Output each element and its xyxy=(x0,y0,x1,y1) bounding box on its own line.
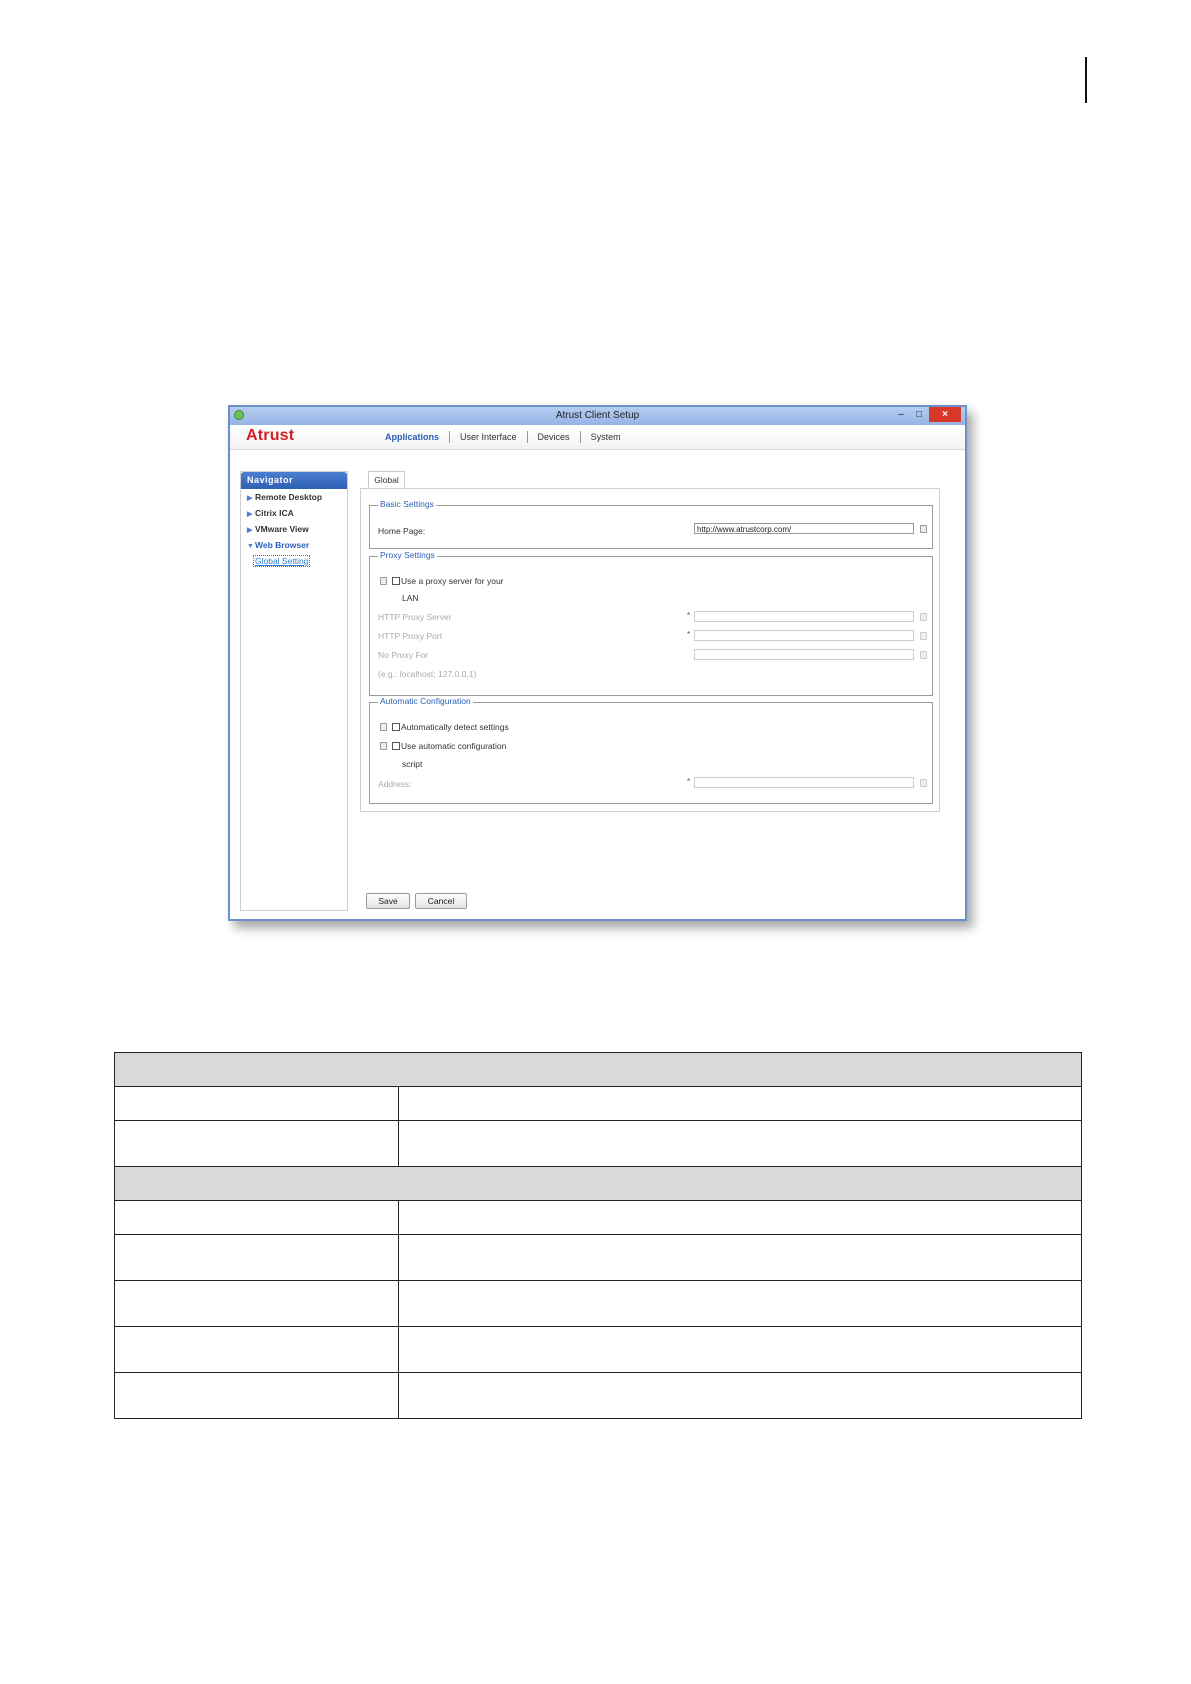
auto-detect-checkbox[interactable] xyxy=(392,723,400,731)
automatic-configuration-legend: Automatic Configuration xyxy=(380,696,471,706)
nav-item-web-browser[interactable] xyxy=(241,537,347,553)
table-cell xyxy=(399,1327,1082,1373)
save-button[interactable]: Save xyxy=(366,893,410,909)
http-proxy-port-input[interactable] xyxy=(694,630,914,641)
minimize-button[interactable]: – xyxy=(898,409,904,420)
http-proxy-server-input[interactable] xyxy=(694,611,914,622)
tab-devices[interactable]: Devices xyxy=(527,431,580,443)
table-section-header xyxy=(115,1053,1082,1087)
chevron-right-icon: ▶ xyxy=(247,527,253,534)
automatic-configuration-group xyxy=(369,696,933,804)
home-page-label: Home Page: xyxy=(378,526,426,536)
auto-script-checkbox[interactable] xyxy=(392,742,400,750)
navigator-title: Navigator xyxy=(241,472,347,489)
use-proxy-label: Use a proxy server for your xyxy=(401,576,504,586)
nav-item-remote-desktop[interactable] xyxy=(241,489,347,505)
close-button[interactable]: × xyxy=(929,407,961,422)
required-marker: * xyxy=(687,630,691,639)
window-title: Atrust Client Setup xyxy=(555,410,640,421)
no-proxy-for-label: No Proxy For xyxy=(378,650,429,660)
nav-item-global-setting[interactable] xyxy=(241,553,347,569)
nav-item-label: Citrix ICA xyxy=(255,508,294,518)
basic-settings-legend: Basic Settings xyxy=(380,499,434,509)
nav-item-vmware-view[interactable] xyxy=(241,521,347,537)
app-window xyxy=(228,405,967,921)
auto-script-label-cont: script xyxy=(402,759,423,769)
main-tabs xyxy=(375,431,631,443)
auto-script-label: Use automatic configuration xyxy=(401,741,507,751)
atrust-logo: Atrust xyxy=(246,427,295,444)
nav-item-citrix-ica[interactable] xyxy=(241,505,347,521)
proxy-settings-group xyxy=(369,550,933,696)
auto-detect-option[interactable] xyxy=(392,722,509,732)
tab-applications[interactable]: Applications xyxy=(385,432,440,442)
nav-item-label: Web Browser xyxy=(255,540,310,550)
chevron-down-icon: ▼ xyxy=(247,543,254,550)
table-cell xyxy=(115,1373,399,1419)
app-icon xyxy=(234,410,244,420)
settings-panel xyxy=(360,488,940,812)
chevron-right-icon: ▶ xyxy=(247,495,253,502)
lock-icon[interactable] xyxy=(380,577,387,585)
table-cell xyxy=(115,1201,399,1235)
table-cell xyxy=(399,1201,1082,1235)
address-input[interactable] xyxy=(694,777,914,788)
proxy-settings-legend: Proxy Settings xyxy=(380,550,435,560)
home-page-input[interactable]: http://www.atrustcorp.com/ xyxy=(694,523,914,534)
http-proxy-port-label: HTTP Proxy Port xyxy=(378,631,443,641)
lock-icon[interactable] xyxy=(920,632,927,640)
no-proxy-example: (e.g.: localhost; 127.0.0.1) xyxy=(378,669,477,679)
chevron-right-icon: ▶ xyxy=(247,511,253,518)
address-label: Address: xyxy=(378,779,412,789)
use-proxy-label-cont: LAN xyxy=(402,593,419,603)
required-marker: * xyxy=(687,611,691,620)
tab-system[interactable]: System xyxy=(580,431,631,443)
table-cell xyxy=(115,1327,399,1373)
table-cell xyxy=(115,1087,399,1121)
table-cell xyxy=(115,1235,399,1281)
no-proxy-for-input[interactable] xyxy=(694,649,914,660)
lock-icon[interactable] xyxy=(920,525,927,533)
navigator-panel xyxy=(240,471,348,911)
use-proxy-checkbox[interactable] xyxy=(392,577,400,585)
lock-icon[interactable] xyxy=(380,723,387,731)
table-cell xyxy=(399,1087,1082,1121)
nav-item-label: Remote Desktop xyxy=(255,492,323,502)
required-marker: * xyxy=(687,777,691,786)
table-cell xyxy=(115,1281,399,1327)
table-cell xyxy=(399,1281,1082,1327)
app-header xyxy=(230,425,965,450)
auto-detect-label: Automatically detect settings xyxy=(401,722,509,732)
table-cell xyxy=(115,1121,399,1167)
table-cell xyxy=(399,1235,1082,1281)
lock-icon[interactable] xyxy=(920,651,927,659)
settings-description-table xyxy=(114,1052,1082,1419)
cancel-button[interactable]: Cancel xyxy=(415,893,467,909)
nav-sub-label: Global Setting xyxy=(255,556,309,566)
lock-icon[interactable] xyxy=(920,779,927,787)
page-edge-rule xyxy=(1085,57,1087,103)
auto-script-option[interactable] xyxy=(392,741,506,751)
http-proxy-server-label: HTTP Proxy Server xyxy=(378,612,452,622)
nav-item-label: VMware View xyxy=(255,524,309,534)
lock-icon[interactable] xyxy=(380,742,387,750)
basic-settings-group xyxy=(369,499,933,549)
use-proxy-option[interactable] xyxy=(392,576,504,586)
table-section-header xyxy=(115,1167,1082,1201)
tab-user-interface[interactable]: User Interface xyxy=(449,431,527,443)
maximize-button[interactable]: □ xyxy=(915,409,923,420)
title-bar[interactable] xyxy=(230,407,965,425)
lock-icon[interactable] xyxy=(920,613,927,621)
table-cell xyxy=(399,1121,1082,1167)
table-cell xyxy=(399,1373,1082,1419)
tab-global[interactable]: Global xyxy=(368,471,405,489)
